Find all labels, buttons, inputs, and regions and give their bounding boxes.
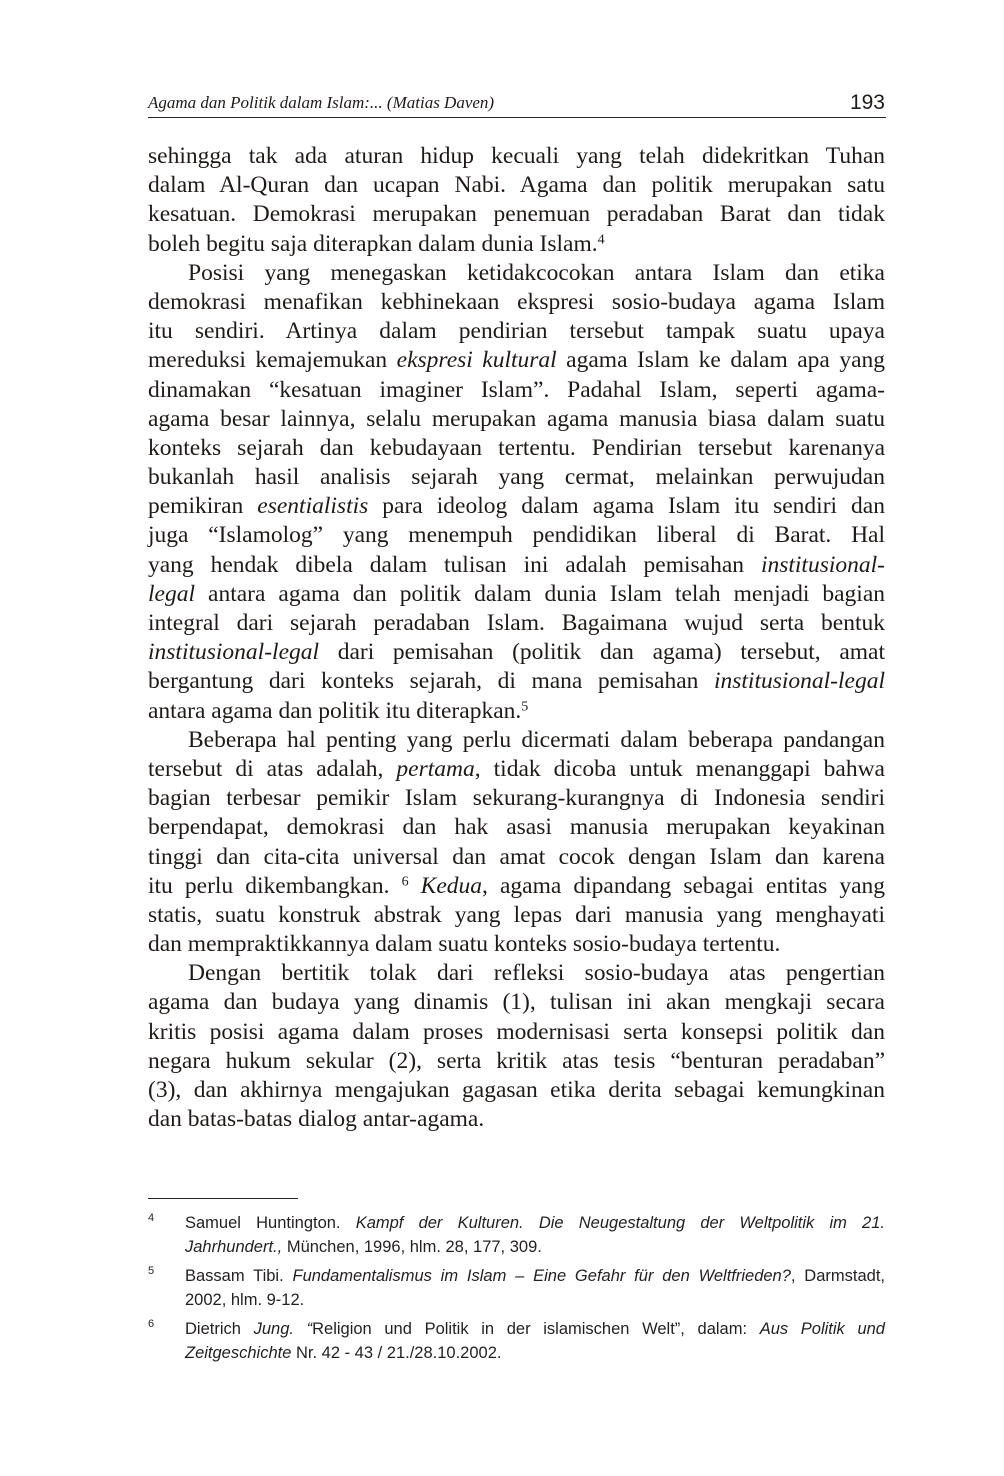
text-line — [148, 901, 885, 930]
text-run: kesatuan. Demokrasi merupakan penemuan peradaban Barat dan tidak — [148, 201, 885, 228]
text-run: berpendapat, demokrasi dan hak asasi manusia merupakan keyakinan — [148, 814, 885, 841]
text-run: agama besar lainnya, selalu merupakan agama manusia biasa dalam suatu — [148, 405, 885, 432]
text-run: dan mempraktikkannya dalam suatu konteks sosio-budaya tertentu. — [148, 931, 781, 958]
header-rule — [148, 117, 886, 118]
text-run: Nr. 42 - 43 / 21./28.10.2002. — [291, 1344, 502, 1362]
text-run: dinamakan “kesatuan imaginer Islam”. Padahal Islam, seperti agama- — [148, 376, 885, 403]
footnote — [148, 1264, 885, 1312]
italic-run: Aus Politik und — [759, 1320, 885, 1338]
footnote-reference: 4 — [597, 231, 605, 247]
footnote-text — [185, 1264, 885, 1312]
text-line — [185, 1211, 885, 1235]
text-line — [148, 959, 885, 988]
paragraph — [148, 142, 885, 259]
text-line — [148, 843, 885, 872]
italic-run: Kedua — [420, 872, 483, 899]
text-run — [409, 873, 421, 899]
text-run: yang hendak dibela dalam tulisan ini adalah pemisahan — [148, 551, 761, 578]
text-line — [148, 726, 885, 755]
text-line — [148, 784, 885, 813]
text-run: antara agama dan politik itu diterapkan. — [148, 697, 522, 724]
text-run: agama Islam ke dalam apa yang — [556, 347, 886, 374]
text-run: sehingga tak ada aturan hidup kecuali yang telah didekritkan Tuhan — [148, 143, 885, 169]
footnote-text — [185, 1211, 885, 1259]
footnote-number: 5 — [148, 1265, 155, 1277]
italic-run: Zeitgeschichte — [185, 1344, 292, 1362]
italic-run: institusional- — [760, 551, 885, 578]
paragraph — [148, 959, 885, 1134]
text-line — [185, 1288, 885, 1312]
paragraph — [148, 726, 885, 960]
text-run: mereduksi kemajemukan — [148, 347, 397, 374]
text-line — [148, 346, 885, 375]
text-line — [148, 609, 885, 638]
text-line — [148, 930, 885, 959]
text-line — [148, 667, 885, 696]
text-run: , Darmstadt, — [790, 1267, 885, 1285]
italic-run: Kampf der Kulturen. Die Neugestaltung der Weltpolitik im 21. — [355, 1214, 885, 1232]
text-run: bergantung dari konteks sejarah, di mana pemisahan — [148, 668, 714, 695]
text-run: Dietrich — [185, 1320, 254, 1338]
text-run: kritis posisi agama dalam proses modernisasi serta konsepsi politik dan — [148, 1018, 885, 1045]
text-run: itu sendiri. Artinya dalam pendirian tersebut tampak suatu upaya — [148, 318, 885, 345]
text-line — [148, 755, 885, 784]
footnote — [148, 1211, 885, 1259]
text-run: juga “Islamolog” yang menempuh pendidikan liberal di Barat. Hal — [148, 522, 885, 549]
text-run: antara agama dan politik dalam dunia Islam telah menjadi bagian — [195, 580, 885, 607]
italic-run: esentialistis — [257, 493, 369, 520]
footnote — [148, 1317, 885, 1365]
text-line — [148, 580, 885, 609]
text-run: boleh begitu saja diterapkan dalam dunia Islam. — [148, 230, 598, 257]
italic-run: institusional-legal — [713, 668, 885, 695]
paragraph — [148, 259, 885, 726]
text-run: konteks sejarah dan kebudayaan tertentu. Pendirian tersebut karenanya — [148, 434, 885, 461]
italic-run: institusional-legal — [148, 639, 320, 666]
text-line — [148, 259, 885, 288]
text-run: Religion und Politik in der islamischen Welt”, dalam: — [312, 1320, 760, 1338]
text-line — [148, 638, 885, 667]
text-run: München, 1996, hlm. 28, 177, 309. — [282, 1238, 542, 1256]
page-number: 193 — [849, 91, 885, 114]
text-run: , agama dipandang sebagai entitas yang — [482, 872, 885, 899]
italic-run: Jung. “ — [253, 1320, 313, 1338]
text-line — [148, 1047, 885, 1076]
text-line — [148, 1018, 885, 1047]
text-run: tinggi dan cita-cita universal dan amat cocok dengan Islam dan karena — [148, 843, 885, 870]
italic-run: Fundamentalismus im Islam – Eine Gefahr für den Weltfrieden? — [292, 1267, 791, 1285]
text-run: negara hukum sekular (2), serta kritik atas tesis “benturan peradaban” — [148, 1047, 885, 1074]
text-run: bukanlah hasil analisis sejarah yang cermat, melainkan perwujudan — [148, 464, 885, 491]
text-line — [148, 988, 885, 1017]
text-line — [148, 813, 885, 842]
footnote-number: 4 — [148, 1212, 155, 1224]
text-run: bagian terbesar pemikir Islam sekurang-kurangnya di Indonesia sendiri — [148, 785, 885, 812]
text-line — [148, 317, 885, 346]
text-line — [185, 1341, 885, 1365]
italic-run: legal — [148, 580, 195, 607]
text-line — [148, 463, 885, 492]
text-line — [148, 142, 885, 171]
text-run: tersebut di atas adalah, — [148, 755, 397, 782]
italic-run: ekspresi kultural — [396, 347, 557, 374]
italic-run: pertama — [396, 755, 475, 782]
footnote-separator — [148, 1198, 298, 1199]
footnote-reference: 5 — [521, 698, 529, 714]
text-line — [148, 405, 885, 434]
text-line — [148, 288, 885, 317]
text-line — [185, 1264, 885, 1288]
text-run: dalam Al-Quran dan ucapan Nabi. Agama dan politik merupakan satu — [148, 172, 885, 199]
text-run: pemikiran — [148, 493, 258, 520]
running-header — [148, 90, 885, 116]
text-run: Samuel Huntington. — [185, 1214, 356, 1232]
text-line — [148, 872, 885, 901]
text-line — [148, 434, 885, 463]
text-run: itu perlu dikembangkan. — [148, 872, 402, 899]
text-line — [148, 230, 885, 259]
text-run: statis, suatu konstruk abstrak yang lepas dari manusia yang menghayati — [148, 901, 885, 928]
footnotes — [148, 1211, 885, 1370]
footnote-text — [185, 1317, 885, 1365]
text-line — [185, 1235, 885, 1259]
text-line — [148, 1076, 885, 1105]
text-line — [148, 376, 885, 405]
text-run: integral dari sejarah peradaban Islam. Bagaimana wujud serta bentuk — [148, 610, 885, 636]
footnote-number: 6 — [148, 1318, 155, 1330]
body-text — [148, 142, 885, 1134]
text-run: 2002, hlm. 9-12. — [185, 1291, 305, 1309]
text-run: (3), dan akhirnya mengajukan gagasan etika derita sebagai kemungkinan — [148, 1077, 885, 1103]
text-line — [148, 521, 885, 550]
text-run: demokrasi menafikan kebhinekaan ekspresi sosio-budaya agama Islam — [148, 288, 885, 315]
text-run: dari pemisahan (politik dan agama) tersebut, amat — [319, 639, 885, 666]
running-title: Agama dan Politik dalam Islam:... (Matias Daven) — [148, 93, 495, 112]
text-run: , tidak dicoba untuk menanggapi bahwa — [474, 755, 885, 782]
text-run: Beberapa hal penting yang perlu dicermati dalam beberapa pandangan — [188, 726, 885, 753]
text-line — [185, 1317, 885, 1341]
text-line — [148, 492, 885, 521]
footnote-reference: 6 — [401, 874, 409, 889]
text-run: agama dan budaya yang dinamis (1), tulisan ini akan mengkaji secara — [148, 989, 885, 1016]
text-run: Posisi yang menegaskan ketidakcocokan antara Islam dan etika — [188, 259, 885, 286]
text-line — [148, 697, 885, 726]
text-run: dan batas-batas dialog antar-agama. — [148, 1106, 485, 1133]
text-run: Dengan bertitik tolak dari refleksi sosio-budaya atas pengertian — [188, 960, 885, 987]
text-run: para ideolog dalam agama Islam itu sendiri dan — [368, 493, 885, 520]
italic-run: Jahrhundert., — [185, 1238, 283, 1256]
text-line — [148, 1105, 885, 1134]
text-run: Bassam Tibi. — [185, 1267, 293, 1285]
text-line — [148, 200, 885, 229]
text-line — [148, 171, 885, 200]
text-line — [148, 551, 885, 580]
